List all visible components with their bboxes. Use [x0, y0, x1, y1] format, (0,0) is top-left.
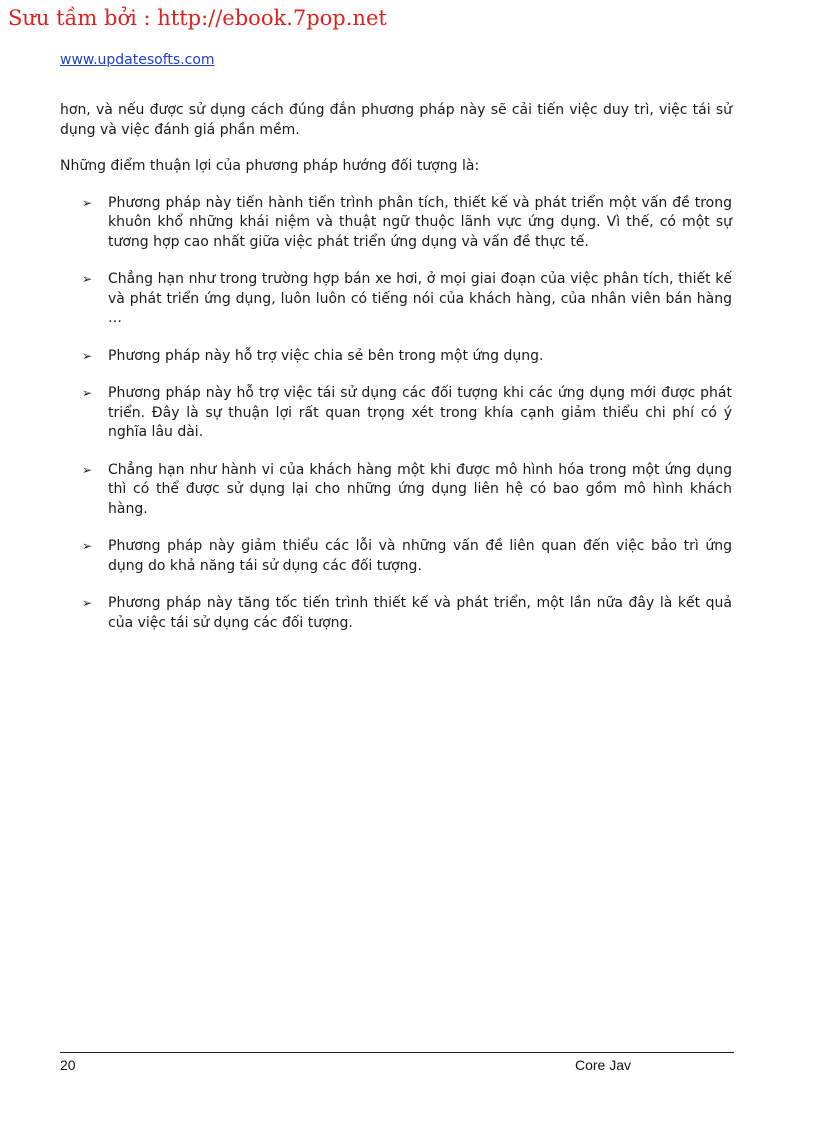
page-body — [60, 101, 732, 651]
list-item-text: Chẳng hạn như hành vi của khách hàng một khi được mô hình hóa trong một ứng dụng thì có thể được sử dụng lại cho những ứng dụng liên hệ có bao gồm mô hình khách hàng. — [108, 461, 732, 517]
list-item — [60, 594, 732, 633]
list-item-text: Phương pháp này hỗ trợ việc tái sử dụng các đối tượng khi các ứng dụng mới được phát triển. Đây là sự thuận lợi rất quan trọng xét trong khía cạnh giảm thiểu chi phí có ý nghĩa lâu dài. — [108, 385, 732, 440]
list-item-text: Phương pháp này hỗ trợ việc chia sẻ bên trong một ứng dụng. — [108, 347, 544, 364]
intro-paragraph: hơn, và nếu được sử dụng cách đúng đắn phương pháp này sẽ cải tiến việc duy trì, việc tái sử dụng và việc đánh giá phần mềm. — [60, 102, 732, 138]
list-item-text: Chẳng hạn như trong trường hợp bán xe hơi, ở mọi giai đoạn của việc phân tích, thiết kế và phát triển ứng dụng, luôn luôn có tiếng nói của khách hàng, của nhân viên bán hàng … — [108, 271, 732, 326]
arrow-bullet-icon: ➢ — [82, 195, 93, 210]
arrow-bullet-icon: ➢ — [82, 386, 93, 400]
list-item-text: Phương pháp này giảm thiểu các lỗi và những vấn đề liên quan đến việc bảo trì ứng dụng do khả năng tái sử dụng các đối tượng. — [108, 538, 732, 574]
watermark-text: Sưu tầm bởi : http://ebook.7pop.net — [8, 6, 387, 30]
footer-divider — [60, 1052, 734, 1053]
list-item-text: Phương pháp này tiến hành tiến trình phân tích, thiết kế và phát triển một vấn đề trong khuôn khổ những khái niệm và thuật ngữ thuộc lãnh vực ứng dụng. Vì thế, có một sự tương hợp cao nhất giữa việc phát triển ứng dụng và vấn đề thực tế. — [108, 194, 732, 250]
arrow-bullet-icon: ➢ — [82, 348, 93, 363]
list-item — [60, 461, 732, 520]
list-item — [60, 537, 732, 576]
arrow-bullet-icon: ➢ — [82, 272, 93, 286]
arrow-bullet-icon: ➢ — [82, 596, 93, 610]
running-title: Core Jav — [575, 1057, 632, 1073]
list-item-text: Phương pháp này tăng tốc tiến trình thiết kế và phát triển, một lần nữa đây là kết quả của việc tái sử dụng các đối tượng. — [108, 595, 732, 631]
site-link[interactable]: www.updatesofts.com — [60, 52, 215, 68]
list-item — [60, 347, 732, 367]
list-item — [60, 270, 732, 329]
page-number: 20 — [60, 1057, 76, 1073]
arrow-bullet-icon: ➢ — [82, 539, 93, 553]
advantages-list — [60, 194, 732, 634]
lead-paragraph: Những điểm thuận lợi của phương pháp hướng đối tượng là: — [60, 158, 480, 174]
list-item — [60, 194, 732, 253]
list-item — [60, 384, 732, 443]
arrow-bullet-icon: ➢ — [82, 462, 93, 477]
